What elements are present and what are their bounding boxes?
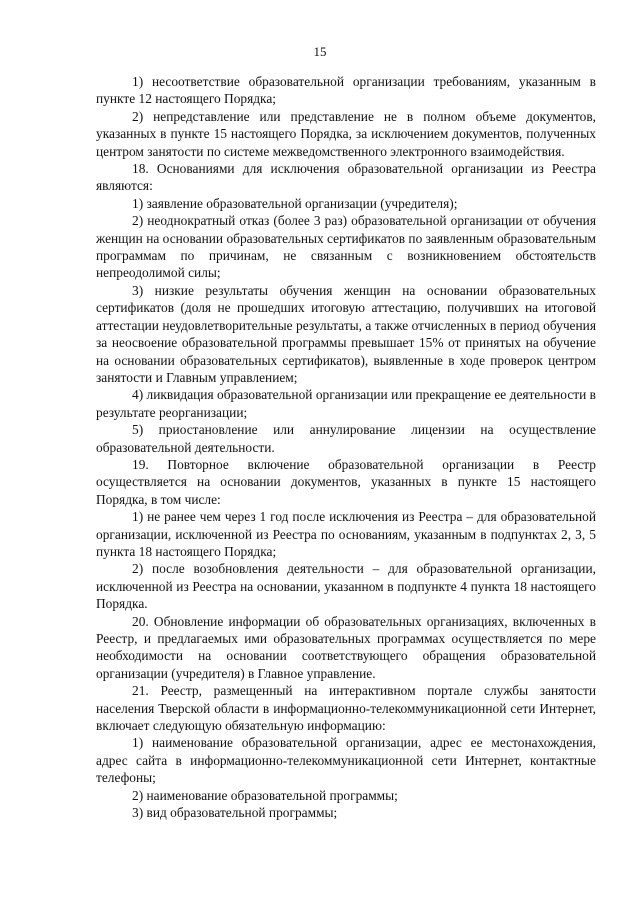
document-body <box>96 73 596 821</box>
paragraph: 1) несоответствие образовательной организации требованиям, указанным в пункте 12 настоящего Порядка; <box>96 74 596 107</box>
paragraph: 2) неоднократный отказ (более 3 раз) образовательной организации от обучения женщин на основании образовательных сертификатов по заявленным образовательным программам по причинам, не связанным с возникновением обстоятельств непреодолимой силы; <box>96 213 596 281</box>
paragraph: 2) наименование образовательной программы; <box>132 787 398 803</box>
paragraph: 2) непредставление или представление не в полном объеме документов, указанных в пункте 15 настоящего Порядка, за исключением документов, полученных центром занятости по системе межведомственного электронного взаимодействия. <box>96 108 596 159</box>
paragraph: 5) приостановление или аннулирование лицензии на осуществление образовательной деятельности. <box>96 422 596 455</box>
paragraph: 18. Основаниями для исключения образовательной организации из Реестра являются: <box>96 161 596 194</box>
page-number: 15 <box>313 44 327 59</box>
paragraph: 4) ликвидация образовательной организации или прекращение ее деятельности в результате реорганизации; <box>96 387 596 420</box>
paragraph: 21. Реестр, размещенный на интерактивном портале службы занятости населения Тверской области в информационно-телекоммуникационной сети Интернет, включает следующую обязательную информацию: <box>96 683 596 734</box>
paragraph: 20. Обновление информации об образовательных организациях, включенных в Реестр, и предлагаемых ими образовательных программах осуществляется по мере необходимости на основании соответствующего обращения образовательной организации (учредителя) в Главное управление. <box>96 613 596 681</box>
paragraph: 2) после возобновления деятельности – для образовательной организации, исключенной из Реестра на основании, указанном в подпункте 4 пункта 18 настоящего Порядка. <box>96 561 596 612</box>
paragraph: 1) заявление образовательной организации (учредителя); <box>132 195 458 211</box>
paragraph: 19. Повторное включение образовательной организации в Реестр осуществляется на основании документов, указанных в пункте 15 настоящего Порядка, в том числе: <box>96 456 596 507</box>
paragraph: 1) не ранее чем через 1 год после исключения из Реестра – для образовательной организации, исключенной из Реестра по основаниям, указанным в подпунктах 2, 3, 5 пункта 18 настоящего Порядка; <box>96 509 596 559</box>
paragraph: 3) вид образовательной программы; <box>132 805 338 821</box>
paragraph: 3) низкие результаты обучения женщин на основании образовательных сертификатов (доля не прошедших итоговую аттестацию, получивших на итоговой аттестации неудовлетворительные результаты, а также отчисленных в период обучения за неосвоение образовательной программы превышает 15% от принятых на обучение на основании образовательных сертификатов), выявленные в ходе проверок центром занятости и Главным управлением; <box>96 282 596 385</box>
paragraph: 1) наименование образовательной организации, адрес ее местонахождения, адрес сайта в информационно-телекоммуникационной сети Интернет, контактные телефоны; <box>96 735 596 786</box>
